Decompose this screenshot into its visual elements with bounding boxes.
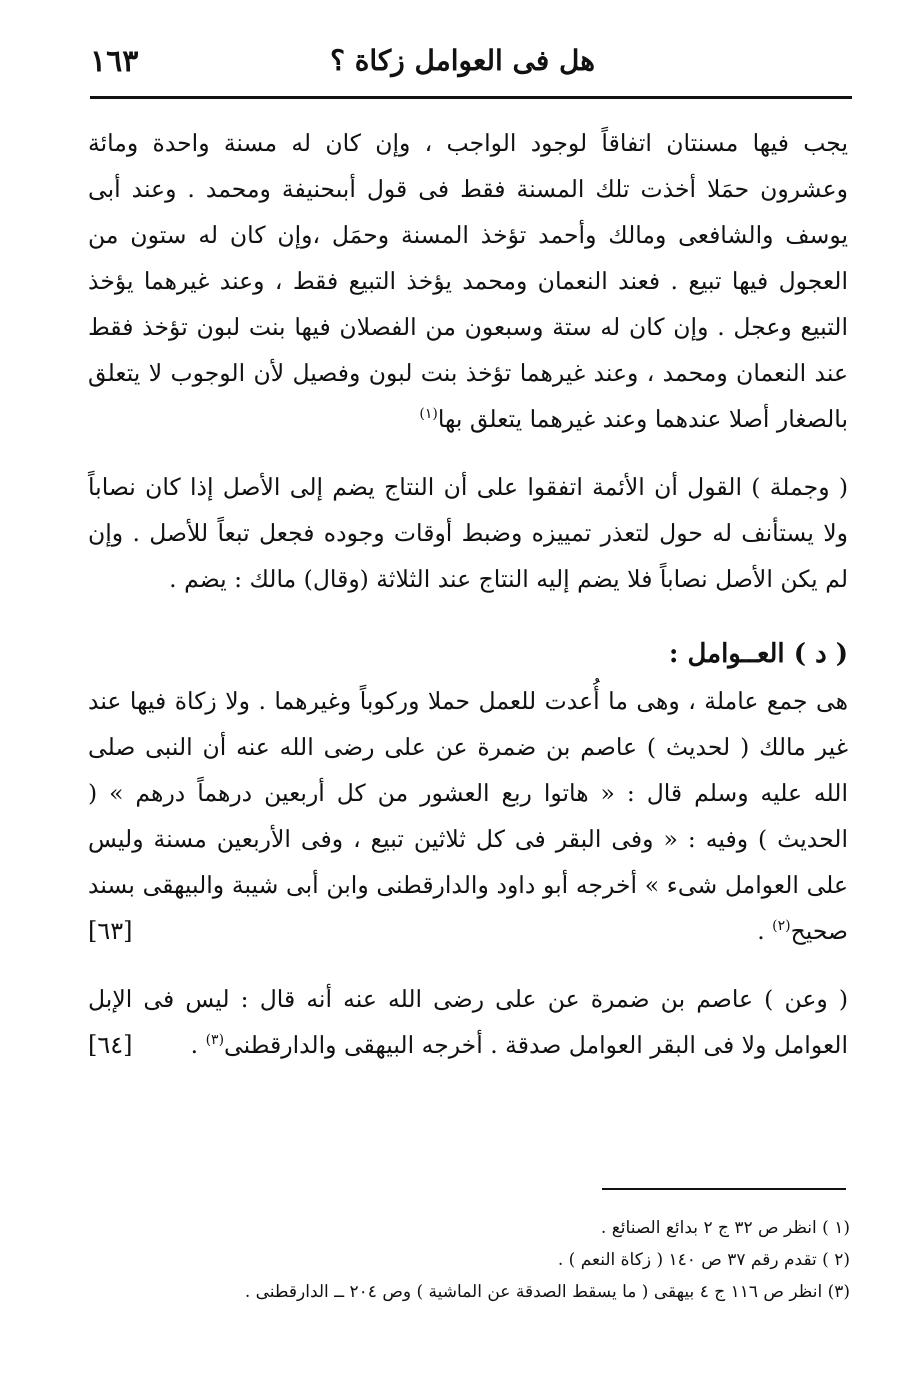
footnote-rule xyxy=(602,1188,846,1190)
hadith-reference-number: [٦٣] xyxy=(88,917,133,945)
paragraph xyxy=(88,464,848,602)
footnote-marker: (١) xyxy=(419,406,438,423)
header-rule xyxy=(90,96,852,99)
page-title: هل فى العوامل زكاة ؟ xyxy=(330,44,595,77)
body-text xyxy=(88,120,848,1068)
footnote: (٣) انظر ص ١١٦ ج ٤ بيهقى ( ما يسقط الصدقة عن الماشية ) وص ٢٠٤ ــ الدارقطنى . xyxy=(244,1282,850,1302)
hadith-reference-number: [٦٤] xyxy=(88,1031,133,1059)
paragraph: هى جمع عاملة ، وهى ما أُعدت للعمل حملا وركوباً وغيرهما . ولا زكاة فيها عند غير مالك ( لحديث ) عاصم بن ضمرة عن على رضى الله عنه أن النبى صلى الله عليه وسلم قال : « هاتوا ربع العشور من كل أربعين درهماً درهم » ( الحديث ) وفيه : « وفى البقر فى كل ثلاثين تبيع ، وفى الأربعين مسنة وليس على العوامل شىء » أخرجه أبو داود والدارقطنى وابن أبى شيبة والبيهقى بسند صحيح$^{(٢)}$ . [٦٣] xyxy=(88,678,848,954)
running-header xyxy=(90,40,850,90)
paragraph-text: يجب فيها مسنتان اتفاقاً لوجود الواجب ، وإن كان له مسنة واحدة ومائة وعشرون حمَلا أخذت تلك المسنة فقط فى قول أبىحنيفة ومحمد . وعند أبى يوسف والشافعى ومالك وأحمد تؤخذ المسنة وحمَل ،وإن كان له ستون من العجول فيها تبيع . فعند النعمان ومحمد يؤخذ التبيع فقط ، وعند غيرهما يؤخذ التبيع وعجل . وإن كان له ستة وسبعون من الفصلان فيها بنت لبون تؤخذ فقط عند النعمان ومحمد ، وعند غيرهما تؤخذ بنت لبون وفصيل لأن الوجوب لا يتعلق بالصغار أصلا عندهما وعند غيرهما يتعلق بها xyxy=(88,129,848,433)
paragraph-text: ( وعن ) عاصم بن ضمرة عن على رضى الله عنه أنه قال : ليس فى الإبل العوامل ولا فى البقر العوامل صدقة . أخرجه البيهقى والدارقطنى xyxy=(88,985,848,1059)
page-number: ١٦٣ xyxy=(90,44,139,79)
paragraph xyxy=(88,120,848,442)
footnote-marker: (٣) xyxy=(205,1032,225,1049)
paragraph-text: هى جمع عاملة ، وهى ما أُعدت للعمل حملا وركوباً وغيرهما . ولا زكاة فيها عند غير مالك ( لحديث ) عاصم بن ضمرة عن على رضى الله عنه أن النبى صلى الله عليه وسلم قال : « هاتوا ربع العشور من كل أربعين درهماً درهم » ( الحديث ) وفيه : « وفى البقر فى كل ثلاثين تبيع ، وفى الأربعين مسنة وليس على العوامل شىء » أخرجه أبو داود والدارقطنى وابن أبى شيبة والبيهقى بسند صحيح xyxy=(88,687,848,945)
footnote: (١ ) انظر ص ٣٢ ج ٢ بدائع الصنائع . xyxy=(600,1218,850,1238)
footnote-marker: (٢) xyxy=(772,918,791,935)
paragraph-text: ( وجملة ) القول أن الأئمة اتفقوا على أن النتاج يضم إلى الأصل إذا كان نصاباً ولا يستأنف له حول لتعذر تمييزه وضبط أوقات وجوده فجعل تبعاً للأصل . وإن لم يكن الأصل نصاباً فلا يضم إليه النتاج عند الثلاثة (وقال) مالك : يضم . xyxy=(88,473,848,593)
paragraph: ( وعن ) عاصم بن ضمرة عن على رضى الله عنه أنه قال : ليس فى الإبل العوامل ولا فى البقر العوامل صدقة . أخرجه البيهقى والدارقطنى$^{(٣)}$ . [٦٤] xyxy=(88,976,848,1068)
footnote: (٢ ) تقدم رقم ٣٧ ص ١٤٠ ( زكاة النعم ) . xyxy=(557,1250,850,1270)
footnotes xyxy=(120,1212,850,1308)
section-heading: ( د ) العــوامل : xyxy=(668,639,848,669)
